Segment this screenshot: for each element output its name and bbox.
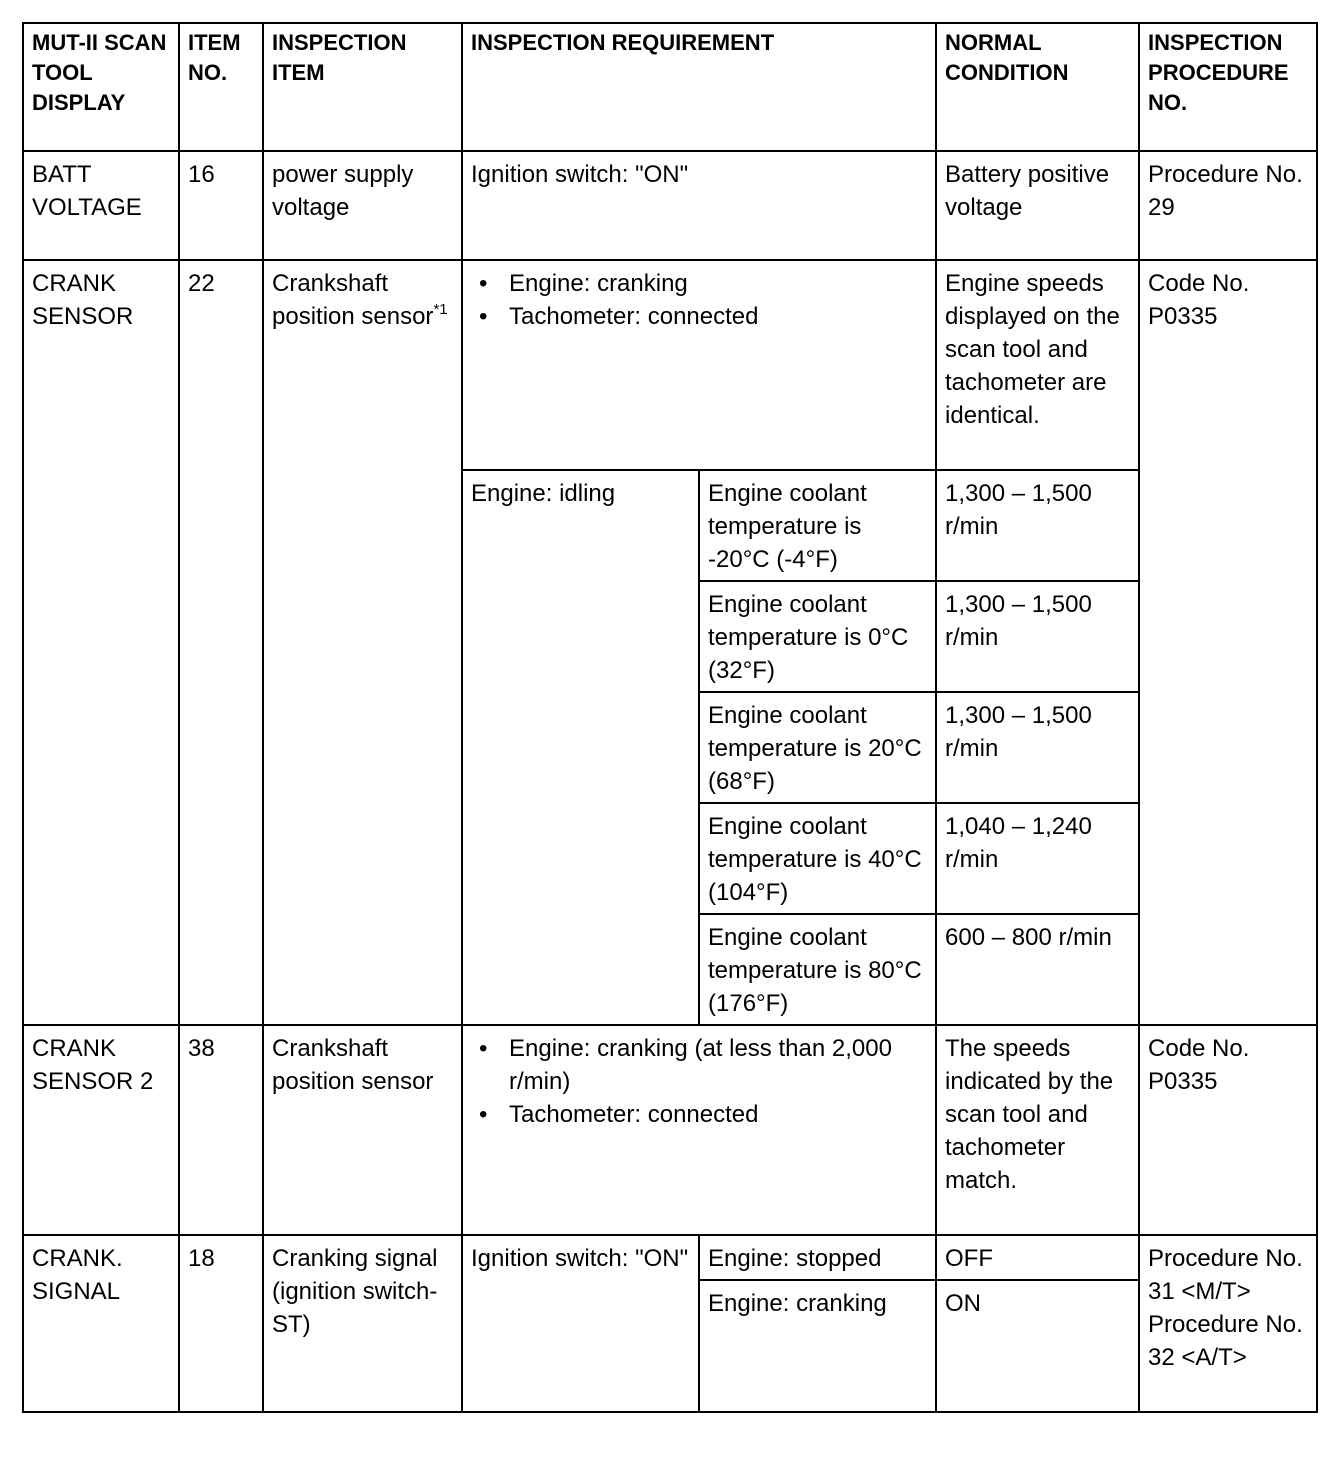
header-inspection-item: INSPECTION ITEM (263, 23, 462, 151)
header-procedure-no: INSPECTION PROCEDURE NO. (1139, 23, 1317, 151)
header-normal-condition: NORMAL CONDITION (936, 23, 1139, 151)
crank-idle-normal: 600 – 800 r/min (936, 914, 1139, 1025)
header-display: MUT-II SCAN TOOL DISPLAY (23, 23, 179, 151)
table-row-batt (23, 151, 1317, 260)
crank-item-no: 22 (179, 260, 263, 1025)
batt-requirement: Ignition switch: "ON" (462, 151, 936, 260)
crank-normal: Engine speeds displayed on the scan tool and tachometer are identical. (936, 260, 1139, 470)
header-item-no: ITEM NO. (179, 23, 263, 151)
crank-requirement-bullet: • Engine: cranking (509, 267, 927, 300)
crank2-requirement-bullet: • Engine: cranking (at less than 2,000 r/min) (509, 1032, 927, 1098)
crank2-display: CRANK SENSOR 2 (23, 1025, 179, 1235)
batt-item: power supply voltage (263, 151, 462, 260)
batt-normal: Battery positive voltage (936, 151, 1139, 260)
crank2-item: Crankshaft position sensor (263, 1025, 462, 1235)
table-row-crank2 (23, 1025, 1317, 1235)
crank-signal-normal: OFF (936, 1235, 1139, 1280)
crank-signal-procedure-2: Procedure No. 32 <A/T> (1148, 1311, 1303, 1371)
crank-idle-temp: Engine coolant temperature is 0°C (32°F) (699, 581, 936, 692)
crank-idle-temp: Engine coolant temperature is 40°C (104°F) (699, 803, 936, 914)
table-row-crank-signal (23, 1235, 1317, 1280)
crank-signal-normal: ON (936, 1280, 1139, 1412)
crank-signal-requirement: Ignition switch: "ON" (462, 1235, 699, 1412)
crank2-requirement (462, 1025, 936, 1235)
crank-signal-item: Cranking signal (ignition switch-ST) (263, 1235, 462, 1412)
crank-signal-display: CRANK. SIGNAL (23, 1235, 179, 1412)
crank-requirement (462, 260, 936, 470)
crank-item-text: Crankshaft position sensor (272, 270, 434, 330)
batt-item-no: 16 (179, 151, 263, 260)
crank-idle-normal: 1,300 – 1,500 r/min (936, 581, 1139, 692)
crank-idle-condition: Engine: idling (462, 470, 699, 1025)
crank-procedure: Code No. P0335 (1139, 260, 1317, 1025)
crank-item-note: *1 (433, 301, 448, 318)
header-row (23, 23, 1317, 151)
crank-signal-item-no: 18 (179, 1235, 263, 1412)
crank2-procedure: Code No. P0335 (1139, 1025, 1317, 1235)
crank2-item-no: 38 (179, 1025, 263, 1235)
crank-idle-temp: Engine coolant temperature is 80°C (176°F) (699, 914, 936, 1025)
crank-item (263, 260, 462, 1025)
crank-idle-normal: 1,300 – 1,500 r/min (936, 470, 1139, 581)
crank-signal-procedure-1: Procedure No. 31 <M/T> (1148, 1245, 1303, 1305)
crank-requirement-bullet: • Tachometer: connected (509, 300, 927, 333)
crank-display: CRANK SENSOR (23, 260, 179, 1025)
batt-display: BATT VOLTAGE (23, 151, 179, 260)
crank-idle-temp: Engine coolant temperature is 20°C (68°F) (699, 692, 936, 803)
crank-signal-procedure (1139, 1235, 1317, 1412)
crank2-normal: The speeds indicated by the scan tool and tachometer match. (936, 1025, 1139, 1235)
crank-signal-condition: Engine: cranking (699, 1280, 936, 1412)
inspection-table (22, 22, 1318, 1413)
crank-idle-normal: 1,300 – 1,500 r/min (936, 692, 1139, 803)
crank-idle-normal: 1,040 – 1,240 r/min (936, 803, 1139, 914)
crank2-requirement-bullet: • Tachometer: connected (509, 1098, 927, 1131)
crank-idle-temp: Engine coolant temperature is -20°C (-4°F) (699, 470, 936, 581)
crank-signal-condition: Engine: stopped (699, 1235, 936, 1280)
header-requirement: INSPECTION REQUIREMENT (462, 23, 936, 151)
table-row-crank (23, 260, 1317, 470)
batt-procedure: Procedure No. 29 (1139, 151, 1317, 260)
